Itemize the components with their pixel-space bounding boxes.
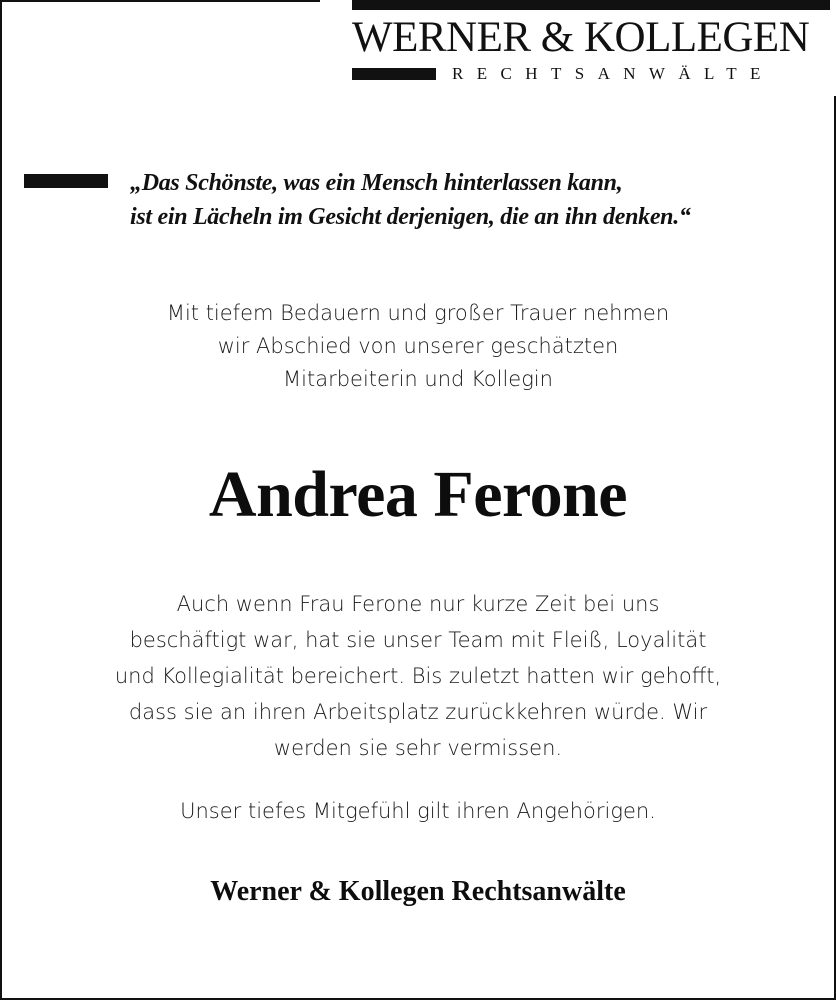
intro-text	[0, 297, 836, 396]
memorial-quote	[130, 166, 820, 234]
tribute-line: Auch wenn Frau Ferone nur kurze Zeit bei uns	[176, 592, 660, 616]
tribute-line: werden sie sehr vermissen.	[273, 736, 563, 760]
tribute-line: und Kollegialität bereichert. Bis zuletzt hatten wir gehofft,	[114, 664, 722, 688]
tribute-line: beschäftigt war, hat sie unser Team mit Fleiß, Loyalität	[129, 628, 707, 652]
deceased-name: Andrea Ferone	[208, 458, 628, 531]
intro-line: Mit tiefem Bedauern und großer Trauer nehmen	[166, 301, 670, 325]
logo-firm-name: WERNER & KOLLEGEN	[352, 14, 810, 61]
quote-line: „Das Schönste, was ein Mensch hinterlassen kann,	[130, 170, 623, 196]
tribute-line: dass sie an ihren Arbeitsplatz zurückkehren würde. Wir	[128, 700, 708, 724]
frame-top-border	[0, 0, 320, 2]
logo-accent-bar	[352, 68, 436, 80]
signature: Werner & Kollegen Rechtsanwälte	[210, 876, 626, 907]
firm-logo	[352, 0, 832, 96]
quote-accent-bar	[24, 174, 108, 188]
logo-subtitle: RECHTSANWÄLTE	[452, 64, 774, 83]
intro-line: Mitarbeiterin und Kollegin	[283, 367, 553, 391]
logo-top-bar	[352, 0, 830, 10]
sympathy-text	[0, 793, 836, 829]
sympathy-line: Unser tiefes Mitgefühl gilt ihren Angehörigen.	[180, 799, 656, 823]
quote-line: ist ein Lächeln im Gesicht derjenigen, die an ihn denken.“	[130, 204, 691, 230]
intro-line: wir Abschied von unserer geschätzten	[217, 334, 619, 358]
tribute-text	[0, 586, 836, 766]
